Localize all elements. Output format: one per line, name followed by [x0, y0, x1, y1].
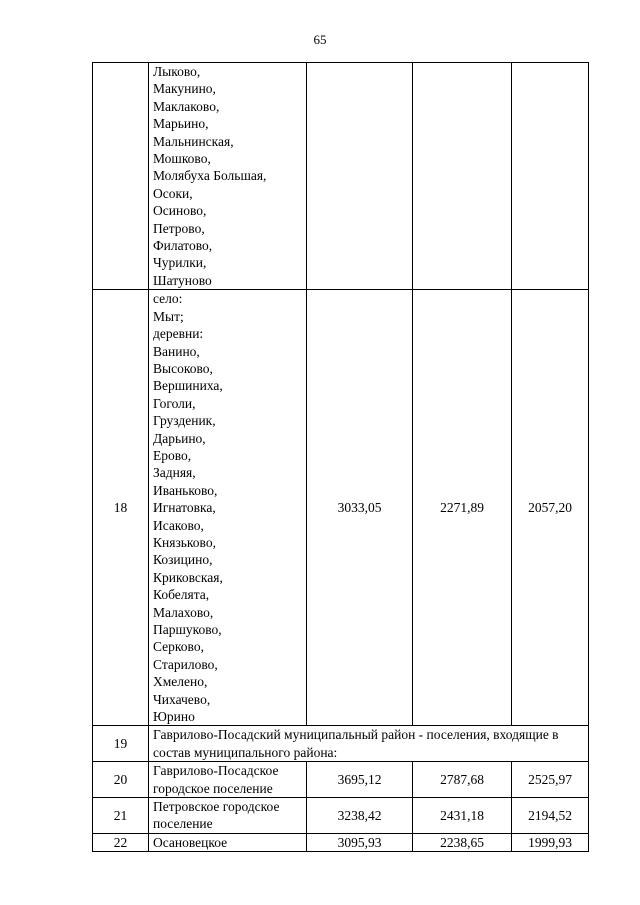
- page-number: 65: [313, 32, 327, 47]
- settlement-name: Паршуково,: [153, 622, 222, 637]
- row-number-cell: 22: [93, 833, 149, 851]
- settlement-name: Мыт;: [153, 308, 184, 324]
- settlement-name: деревни:: [153, 326, 204, 342]
- value-cell: 2787,68: [413, 762, 512, 798]
- settlement-name: Хмелено,: [153, 674, 208, 690]
- settlement-name: Ерово,: [153, 447, 192, 463]
- settlement-name: Маклаково,: [153, 98, 220, 114]
- settlement-name: Дарьино,: [153, 430, 206, 446]
- settlement-name: Старилово,: [153, 656, 218, 672]
- settlement-name: Петрово,: [153, 220, 205, 236]
- settlement-name: Осоки,: [153, 185, 193, 201]
- settlement-list-cell: [149, 63, 307, 290]
- settlement-name: Филатово,: [153, 238, 213, 254]
- value-cell: 2271,89: [413, 290, 512, 726]
- value-cell: 3033,05: [307, 290, 413, 726]
- settlement-name: Малахово,: [153, 604, 214, 620]
- settlement-name: Макунино,: [153, 81, 216, 97]
- settlement-name-cell: Петровское городское поселение: [149, 798, 307, 834]
- tariff-table: [92, 62, 589, 852]
- value-cell: 2431,18: [413, 798, 512, 834]
- value-cell: [307, 63, 413, 290]
- value-cell: [413, 63, 512, 290]
- settlement-name: Исаково,: [153, 517, 204, 533]
- settlement-name: Князьково,: [153, 534, 216, 550]
- table-row: [93, 726, 589, 762]
- settlement-name: село:: [153, 291, 183, 307]
- row-number-cell: 21: [93, 798, 149, 834]
- settlement-name: Игнатовка,: [153, 500, 216, 516]
- table-row: [93, 798, 589, 834]
- settlement-name: Мошково,: [153, 151, 211, 167]
- settlement-name: Юрино: [153, 709, 195, 725]
- table-row: [93, 290, 589, 726]
- settlement-name-cell: Осановецкое: [149, 833, 307, 851]
- settlement-name-cell: Гаврилово-Посадское городское поселение: [149, 762, 307, 798]
- settlement-name: Серково,: [153, 639, 204, 655]
- settlement-name: Мальнинская,: [153, 133, 234, 149]
- settlement-name: Осиново,: [153, 203, 207, 219]
- settlement-name: Лыково,: [153, 64, 201, 79]
- row-number-cell: [93, 63, 149, 290]
- value-cell: 3695,12: [307, 762, 413, 798]
- settlement-name: Кобелята,: [153, 587, 210, 603]
- settlement-name: Задняя,: [153, 465, 196, 481]
- value-cell: 2238,65: [413, 833, 512, 851]
- settlement-name: Ванино,: [153, 343, 200, 359]
- district-heading-cell: Гаврилово-Посадский муниципальный район - поселения, входящие в состав муниципального района:: [149, 726, 589, 762]
- value-cell: [512, 63, 589, 290]
- row-number-cell: 19: [93, 726, 149, 762]
- settlement-name: Грузденик,: [153, 413, 216, 429]
- settlement-name: Чихачево,: [153, 691, 211, 707]
- value-cell: 3238,42: [307, 798, 413, 834]
- value-cell: 2525,97: [512, 762, 589, 798]
- settlement-name: Молябуха Большая,: [153, 168, 267, 184]
- row-number-cell: 18: [93, 290, 149, 726]
- settlement-list-cell: [149, 290, 307, 726]
- table-row: [93, 63, 589, 290]
- settlement-name: Шатуново: [153, 272, 212, 288]
- value-cell: 2057,20: [512, 290, 589, 726]
- settlement-name: Иваньково,: [153, 482, 218, 498]
- value-cell: 3095,93: [307, 833, 413, 851]
- settlement-name: Вершиниха,: [153, 378, 223, 394]
- settlement-name: Марьино,: [153, 116, 209, 132]
- row-number-cell: 20: [93, 762, 149, 798]
- settlement-name: Высоково,: [153, 360, 213, 376]
- value-cell: 2194,52: [512, 798, 589, 834]
- settlement-name: Криковская,: [153, 569, 223, 585]
- settlement-name: Козицино,: [153, 552, 213, 568]
- settlement-name: Гоголи,: [153, 395, 196, 411]
- table-row: [93, 833, 589, 851]
- settlement-name: Чурилки,: [153, 255, 207, 271]
- table-row: [93, 762, 589, 798]
- value-cell: 1999,93: [512, 833, 589, 851]
